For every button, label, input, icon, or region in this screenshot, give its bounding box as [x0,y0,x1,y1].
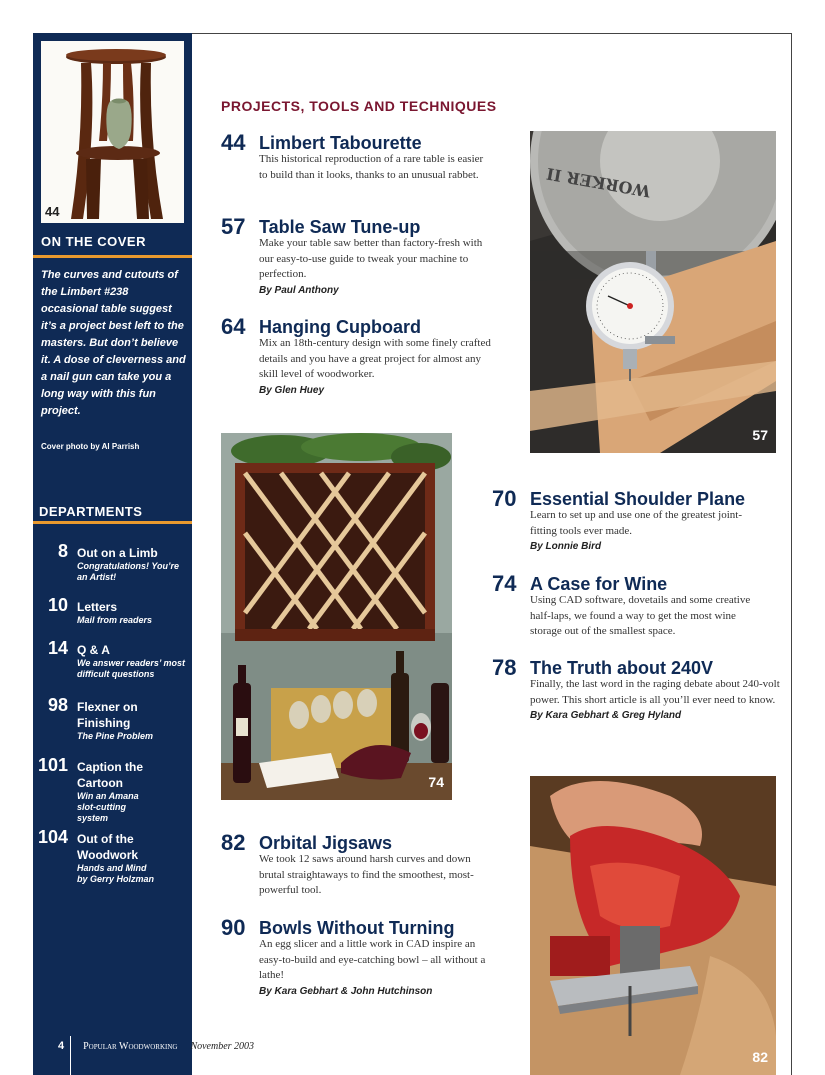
article-description: An egg slicer and a little work in CAD inspire an easy-to-build and eye-catching bowl – all without a lathe! [259,938,486,981]
department-page: 8 [57,541,68,561]
article-title: Orbital Jigsaws [259,833,393,853]
footer-magazine: Popular Woodworking [83,1041,178,1052]
on-the-cover-heading: ON THE COVER [41,234,146,249]
article-title: The Truth about 240V [530,658,714,678]
department-title: Out of the Woodwork [77,832,139,862]
photo-page-number: 82 [752,1049,768,1065]
article-title: Hanging Cupboard [259,317,421,337]
sidebar [33,33,192,1075]
photo-page-number: 57 [752,427,768,443]
wine-cabinet-photo [221,433,452,800]
article-page: 78 [492,655,517,680]
article-description: We took 12 saws around harsh curves and down brutal straightaways to find the smoothest, most-powerful tool. [259,853,474,896]
article-title: Bowls Without Turning [259,918,455,938]
department-title: Letters [77,600,118,614]
article-page: 57 [221,214,246,239]
department-subtitle: The Pine Problem [77,731,154,741]
department-subtitle: Hands and Mind by Gerry Holzman [77,863,155,884]
saw-blade-text: WORKER II [544,163,652,201]
article-title: Limbert Tabourette [259,133,422,153]
page-footer [58,1040,254,1052]
article-page: 82 [221,830,246,855]
cover-credit: Cover photo by Al Parrish [41,442,140,451]
article-page: 44 [221,130,246,155]
dial-indicator-illustration [530,131,776,453]
departments-heading: DEPARTMENTS [39,504,143,519]
department-page: 14 [47,638,68,658]
article-description: Using CAD software, dovetails and some creative half-laps, we found a way to get the most wine storage out of the smallest space. [530,594,751,637]
article-description: Make your table saw better than factory-fresh with our easy-to-use guide to tweak your machine to perfection. [259,237,483,280]
article-byline: By Kara Gebhart & Greg Hyland [530,710,682,721]
department-subtitle: Mail from readers [77,615,153,625]
tabourette-illustration [41,41,184,223]
cover-page-number: 44 [45,204,60,219]
article-page: 74 [492,571,517,596]
cover-photo [41,41,184,223]
department-page: 10 [47,595,68,615]
jigsaw-photo [530,776,776,1075]
article-byline: By Paul Anthony [259,284,339,296]
article-title: Essential Shoulder Plane [530,489,746,509]
article-byline: By Kara Gebhart & John Hutchinson [259,985,433,997]
article-page: 90 [221,915,246,940]
jigsaw-illustration [530,776,776,1075]
article-byline: By Lonnie Bird [530,541,602,552]
department-subtitle: Congratulations! You’re an Artist! [77,561,180,582]
article-page: 70 [492,486,517,511]
section-heading: PROJECTS, TOOLS AND TECHNIQUES [221,98,497,114]
article-title: A Case for Wine [530,574,668,594]
department-title: Out on a Limb [77,546,158,560]
photo-page-number: 74 [428,774,444,790]
department-page: 101 [37,755,68,775]
article-page: 64 [221,314,246,339]
department-subtitle: We answer readers’ most difficult questions [77,658,186,679]
cover-description: The curves and cutouts of the Limbert #238 occasional table suggest it’s a project best left to the masters. But don’t believe it. A dose of cleverness and a nail gun can take you a long way with this fun project. [41,269,186,417]
footer-page-number: 4 [58,1040,65,1052]
article-description: Finally, the last word in the raging debate about 240-volt power. This short article is all you’ll ever need to know. [530,678,780,706]
department-title: Flexner on Finishing [77,700,138,730]
article-title: Table Saw Tune-up [259,217,421,237]
department-title: Caption the Cartoon [77,760,143,790]
orange-rule-departments [33,521,192,524]
department-subtitle: Win an Amana slot-cutting system [77,791,139,823]
department-page: 104 [37,827,68,847]
footer-issue: November 2003 [190,1041,255,1052]
orange-rule-top [33,255,192,258]
article-byline: By Glen Huey [259,384,325,396]
wine-rack-illustration [221,433,452,800]
department-page: 98 [47,695,68,715]
department-title: Q & A [77,643,110,657]
article-description: Learn to set up and use one of the greatest joint-fitting tools ever made. [530,509,742,537]
table-saw-photo [530,131,776,453]
article-description: Mix an 18th-century design with some finely crafted details and you have a great project for almost any skill level of woodworker. [259,337,491,380]
article-description: This historical reproduction of a rare table is easier to build than it looks, thanks to an unusual rabbet. [259,153,484,181]
